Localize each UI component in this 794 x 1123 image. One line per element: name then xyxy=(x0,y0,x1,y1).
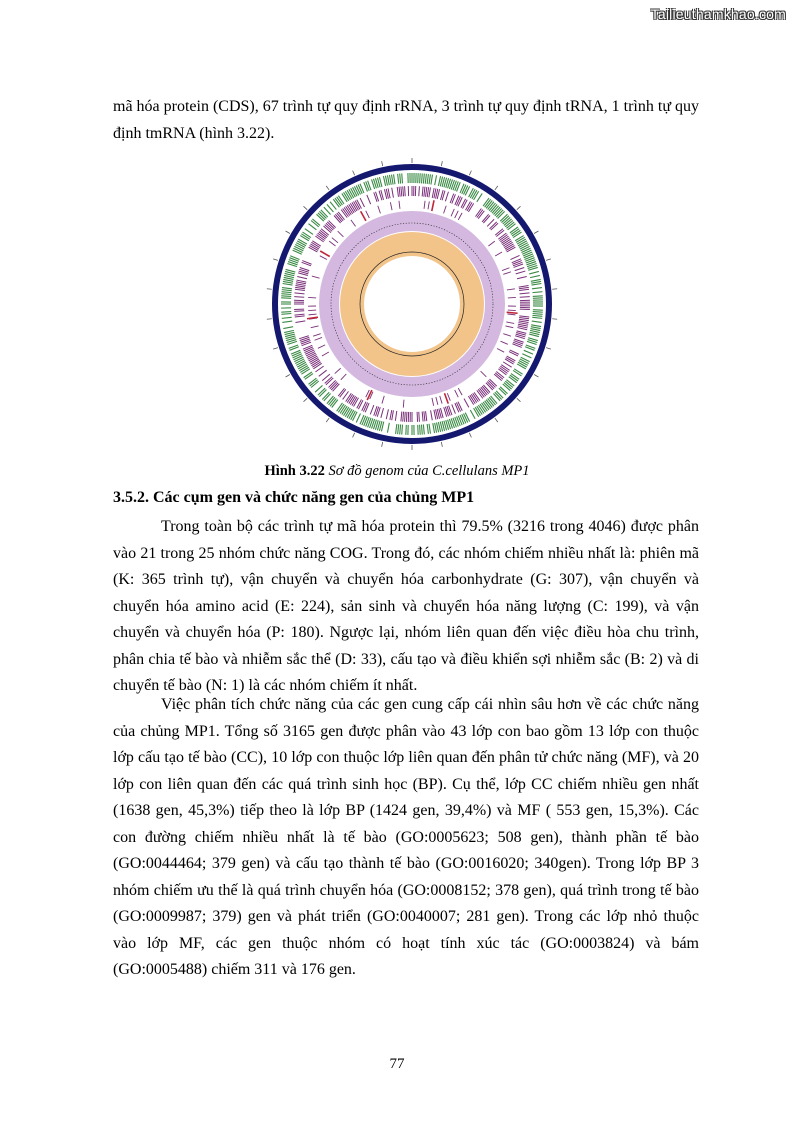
reverse-gene-mark xyxy=(403,412,404,422)
reverse-gene-mark xyxy=(296,284,306,286)
forward-gene-mark xyxy=(522,250,531,254)
reverse-gene-mark xyxy=(367,195,371,204)
scale-tick xyxy=(273,259,278,261)
body-paragraph-2: Việc phân tích chức năng của các gen cung cấp cái nhìn sâu hơn về các chức năng của chủng MP1. Tổng số 3165 gen được phân vào 43 lớp con bao gồm 13 lớp con thuộc lớp cấu tạo tế bào (CC), 10 lớp con thuộc lớp liên quan đến phân tử chức năng (MF), và 20 lớp con liên quan đến các quá trình sinh học (BP). Cụ thể, lớp CC chiếm nhiều gen nhất (1638 gen, 45,3%) tiếp theo là lớp BP (1424 gen, 39,4%) và MF ( 553 gen, 15,3%). Các con đường chiếm nhiều nhất là tế bào (GO:0005623; 508 gen), thành phần tế bào (GO:0044464; 379 gen) và cấu tạo thành tế bào (GO:0016020; 340gen). Trong lớp BP 3 nhóm chiếm ưu thế là quá trình chuyển hóa (GO:0008152; 378 gen), quá trình trong tế bào (GO:0009987; 379) gen và phát triển (GO:0040007; 281 gen). Trong các lớp nhỏ thuộc vào lớp MF, các gen thuộc nhóm có hoạt tính xúc tác (GO:0003824) và bám (GO:0005488) chiếm 311 và 176 gen. xyxy=(113,696,699,978)
inner-gene-mark xyxy=(440,396,442,404)
scale-tick xyxy=(326,418,329,422)
scale-tick xyxy=(495,418,498,422)
rna-mark xyxy=(507,312,518,313)
forward-gene-mark xyxy=(435,175,437,185)
forward-gene-mark xyxy=(435,423,437,433)
gc-content-ring xyxy=(352,244,472,364)
forward-gene-mark xyxy=(529,271,539,273)
inner-gene-mark xyxy=(315,337,322,340)
forward-gene-mark xyxy=(420,173,421,183)
scale-tick xyxy=(441,161,442,166)
scale-tick xyxy=(267,289,272,290)
scale-tick xyxy=(469,171,471,176)
forward-gene-mark xyxy=(464,185,468,194)
reverse-gene-mark xyxy=(294,311,304,312)
reverse-gene-mark xyxy=(427,187,428,197)
forward-gene-mark xyxy=(400,174,401,184)
forward-gene-mark xyxy=(282,290,292,291)
rna-mark xyxy=(320,251,330,257)
inner-gene-track xyxy=(308,201,516,408)
inner-gene-mark xyxy=(309,314,317,315)
inner-gene-mark xyxy=(507,314,515,315)
scale-tick xyxy=(546,348,551,350)
forward-gene-mark xyxy=(521,246,530,250)
inner-gene-mark xyxy=(428,201,429,209)
reverse-gene-mark xyxy=(295,289,305,290)
reverse-gene-mark xyxy=(424,187,425,197)
scale-tick xyxy=(552,289,557,290)
forward-gene-mark xyxy=(429,424,430,434)
scale-tick xyxy=(546,259,551,261)
forward-gene-mark xyxy=(531,279,541,281)
forward-gene-mark xyxy=(398,174,399,184)
scale-tick xyxy=(441,442,442,447)
forward-gene-mark xyxy=(462,414,466,423)
inner-gene-mark xyxy=(507,289,515,290)
intro-paragraph: mã hóa protein (CDS), 67 trình tự quy định rRNA, 3 trình tự quy định tRNA, 1 trình tự quy định tmRNA (hình 3.22). xyxy=(113,98,699,142)
reverse-gene-mark xyxy=(319,370,327,376)
reverse-gene-mark xyxy=(445,192,448,202)
reverse-gene-mark xyxy=(401,187,402,197)
inner-gene-mark xyxy=(390,202,392,210)
figure-caption xyxy=(0,463,794,480)
forward-gene-mark xyxy=(532,284,542,286)
reverse-gene-mark xyxy=(519,321,529,323)
inner-gene-mark xyxy=(432,398,434,406)
forward-gene-mark xyxy=(400,424,401,434)
forward-gene-mark xyxy=(477,193,482,201)
reverse-gene-mark xyxy=(431,410,433,420)
inner-gene-mark xyxy=(488,241,494,246)
inner-gene-mark xyxy=(424,201,425,209)
forward-gene-mark xyxy=(294,246,303,250)
reverse-gene-mark xyxy=(519,318,529,319)
inner-gene-mark xyxy=(506,322,514,323)
forward-gene-mark xyxy=(421,173,422,183)
scale-tick xyxy=(353,433,355,438)
scale-tick xyxy=(552,319,557,320)
forward-gene-mark xyxy=(283,279,293,281)
reverse-gene-mark xyxy=(520,293,530,294)
reverse-gene-mark xyxy=(450,194,454,203)
inner-gene-mark xyxy=(481,371,487,377)
reverse-gene-mark xyxy=(426,411,427,421)
reverse-gene-mark xyxy=(295,287,305,288)
forward-gene-mark xyxy=(421,425,422,435)
forward-gene-mark xyxy=(282,292,292,293)
forward-gene-mark xyxy=(521,248,530,252)
inner-gene-mark xyxy=(378,206,381,214)
forward-gene-mark xyxy=(396,424,397,434)
forward-gene-mark xyxy=(530,275,540,277)
reverse-gene-mark xyxy=(295,314,305,315)
reverse-gene-mark xyxy=(519,316,529,317)
outer-genome-ring xyxy=(275,167,549,441)
inner-gene-mark xyxy=(503,334,511,336)
reverse-gene-mark xyxy=(295,293,305,294)
reverse-gene-mark xyxy=(452,404,456,413)
scale-tick xyxy=(286,231,290,234)
reverse-gene-mark xyxy=(392,410,394,420)
scale-tick xyxy=(517,206,521,209)
forward-gene-mark xyxy=(293,250,302,254)
reverse-gene-mark xyxy=(517,276,527,278)
reverse-gene-mark xyxy=(405,186,406,196)
reverse-gene-mark xyxy=(401,412,402,422)
forward-gene-mark xyxy=(524,350,533,354)
watermark: Tailieuthamkhao.com xyxy=(650,6,786,22)
reverse-gene-mark xyxy=(518,323,528,325)
forward-gene-mark xyxy=(294,357,303,361)
inner-gene-mark xyxy=(458,388,462,395)
reverse-gene-mark xyxy=(519,286,529,288)
forward-gene-mark xyxy=(465,186,469,195)
reverse-gene-mark xyxy=(512,261,521,265)
forward-gene-mark xyxy=(358,185,362,194)
inner-gene-mark xyxy=(500,341,507,344)
reverse-gene-mark xyxy=(302,261,311,265)
forward-gene-mark xyxy=(423,174,424,184)
reverse-gene-mark xyxy=(464,399,469,408)
reverse-gene-mark xyxy=(419,186,420,196)
scale-tick xyxy=(304,398,308,401)
reverse-gene-mark xyxy=(520,297,530,298)
forward-gene-mark xyxy=(387,423,389,433)
reverse-gene-mark xyxy=(422,187,423,197)
reverse-gene-mark xyxy=(512,259,521,263)
forward-gene-mark xyxy=(282,321,292,322)
forward-gene-mark xyxy=(531,281,541,283)
scale-tick xyxy=(534,231,538,234)
forward-gene-mark xyxy=(354,186,358,195)
scale-tick xyxy=(353,171,355,176)
reverse-gene-mark xyxy=(516,271,526,274)
inner-gene-mark xyxy=(403,400,404,408)
reverse-gene-mark xyxy=(422,412,423,422)
scale-tick xyxy=(495,186,498,190)
inner-gene-mark xyxy=(503,272,511,274)
inner-gene-mark xyxy=(508,310,516,311)
scale-tick xyxy=(382,442,383,447)
forward-gene-mark xyxy=(460,184,464,193)
forward-gene-mark xyxy=(532,321,542,322)
reverse-gene-mark xyxy=(512,344,521,348)
reverse-gene-mark xyxy=(386,409,388,419)
inner-gene-mark xyxy=(332,238,338,243)
forward-gene-mark xyxy=(521,357,530,361)
reverse-gene-mark xyxy=(519,287,529,288)
forward-gene-mark xyxy=(392,175,394,185)
reverse-gene-mark xyxy=(424,411,425,421)
reverse-gene-mark xyxy=(426,187,427,197)
inner-gene-mark xyxy=(455,390,459,397)
scale-tick xyxy=(286,375,290,378)
rna-mark xyxy=(432,200,434,211)
forward-gene-mark xyxy=(293,248,302,252)
forward-gene-mark xyxy=(533,296,543,297)
scale-tick xyxy=(273,348,278,350)
forward-gene-mark xyxy=(402,173,403,183)
reverse-gene-mark xyxy=(519,289,529,290)
scale-tick xyxy=(326,186,329,190)
scale-tick xyxy=(469,433,471,438)
reverse-gene-mark xyxy=(429,187,431,197)
inner-gene-mark xyxy=(399,201,400,209)
forward-gene-mark xyxy=(398,424,399,434)
reverse-gene-mark xyxy=(295,321,305,323)
forward-gene-mark xyxy=(522,354,531,358)
forward-gene-mark xyxy=(532,317,542,318)
inner-gene-mark xyxy=(366,211,370,218)
scale-tick xyxy=(304,206,308,209)
reverse-gene-mark xyxy=(419,412,420,422)
forward-gene-mark xyxy=(533,313,543,314)
inner-gene-mark xyxy=(447,393,450,400)
reverse-gene-mark xyxy=(390,410,392,420)
inner-gene-mark xyxy=(436,397,438,405)
forward-gene-mark xyxy=(462,185,466,194)
forward-gene-mark xyxy=(423,424,424,434)
inner-gene-mark xyxy=(382,396,384,404)
inner-gene-mark xyxy=(311,326,319,328)
forward-gene-mark xyxy=(425,174,426,184)
forward-gene-mark xyxy=(533,312,543,313)
reverse-gene-mark xyxy=(381,408,384,418)
inner-gene-mark xyxy=(458,213,462,220)
forward-gene-mark xyxy=(532,315,542,316)
inner-gene-mark xyxy=(335,368,341,373)
inner-gene-mark xyxy=(502,268,509,271)
reverse-gene-mark xyxy=(297,276,307,278)
forward-gene-mark xyxy=(464,413,468,422)
reverse-gene-mark xyxy=(397,187,398,197)
reverse-gene-mark xyxy=(403,186,404,196)
page-number: 77 xyxy=(389,1056,405,1072)
body-paragraph-1: Trong toàn bộ các trình tự mã hóa protein thì 79.5% (3216 trong 4046) được phân vào 21 trong 25 nhóm chức năng COG. Trong đó, các nhóm chiếm nhiều nhất là: phiên mã (K: 365 trình tự), vận chuyển và chuyển hóa carbonhydrate (G: 307), vận chuyển và chuyển hóa amino acid (E: 224), sản sinh và chuyển hóa năng lượng (C: 199), và vận chuyển và chuyển hóa (P: 180). Ngược lại, nhóm liên quan đến việc điều hòa chu trình, phân chia tế bào và nhiễm sắc thể (D: 33), cấu tạo và điều khiển sợi nhiễm sắc (B: 2) và di chuyển tế bào (N: 1) là các nhóm chiếm ít nhất. xyxy=(113,518,699,694)
caption-text: Sơ đồ genom của C.cellulans MP1 xyxy=(328,463,530,479)
scale-tick xyxy=(267,319,272,320)
reverse-gene-mark xyxy=(395,411,396,421)
forward-gene-mark xyxy=(431,175,433,185)
inner-gene-mark xyxy=(444,206,447,214)
forward-gene-mark xyxy=(429,174,430,184)
reverse-gene-mark xyxy=(510,255,519,259)
forward-gene-mark xyxy=(282,288,292,289)
forward-gene-mark xyxy=(305,229,313,235)
forward-gene-mark xyxy=(281,313,291,314)
inner-gene-mark xyxy=(320,256,327,260)
inner-gene-mark xyxy=(451,209,454,216)
reverse-gene-mark xyxy=(302,262,311,266)
inner-gene-mark xyxy=(329,241,335,246)
reverse-gene-mark xyxy=(515,268,525,271)
forward-gene-mark xyxy=(356,185,360,194)
reverse-gene-mark xyxy=(392,188,394,198)
forward-gene-mark xyxy=(282,317,292,318)
forward-gene-mark xyxy=(387,175,389,185)
inner-gene-mark xyxy=(351,220,356,226)
reverse-gene-mark xyxy=(452,194,456,203)
forward-gene-mark xyxy=(531,325,541,327)
forward-gene-mark xyxy=(427,424,428,434)
forward-gene-mark xyxy=(465,413,469,422)
inner-gene-mark xyxy=(497,348,504,352)
forward-gene-mark xyxy=(283,327,293,329)
reverse-gene-mark xyxy=(295,286,305,288)
inner-gene-mark xyxy=(308,310,316,311)
forward-gene-mark xyxy=(293,354,302,358)
scale-tick xyxy=(534,375,538,378)
forward-gene-mark xyxy=(281,296,291,297)
section-heading: 3.5.2. Các cụm gen và chức năng gen của chủng MP1 xyxy=(113,489,475,506)
reverse-gene-mark xyxy=(294,297,304,298)
reverse-gene-mark xyxy=(295,316,305,317)
inner-gene-mark xyxy=(338,231,344,237)
forward-gene-mark xyxy=(283,281,293,283)
forward-gene-mark xyxy=(427,174,428,184)
forward-gene-mark xyxy=(531,327,541,329)
reverse-gene-mark xyxy=(370,405,374,414)
inner-gene-mark xyxy=(508,297,516,298)
forward-gene-mark xyxy=(532,292,542,293)
forward-gene-mark xyxy=(394,174,395,184)
reverse-gene-mark xyxy=(360,198,364,207)
inner-gene-mark xyxy=(341,374,346,380)
forward-gene-mark xyxy=(433,423,435,433)
reverse-gene-mark xyxy=(399,187,400,197)
scale-labels xyxy=(267,158,557,450)
inner-gene-mark xyxy=(308,297,316,298)
forward-gene-mark xyxy=(281,294,291,295)
inner-gene-mark xyxy=(505,326,513,328)
caption-label: Hình 3.22 xyxy=(264,463,325,479)
inner-gene-mark xyxy=(318,345,325,348)
inner-gene-mark xyxy=(495,252,502,256)
inner-gene-mark xyxy=(312,276,320,278)
circular-genome-map xyxy=(262,148,562,460)
rna-mark xyxy=(361,211,366,221)
scale-tick xyxy=(517,398,521,401)
inner-gene-mark xyxy=(455,211,459,218)
genome-map-figure xyxy=(262,148,562,460)
inner-gene-mark xyxy=(313,334,321,336)
reverse-gene-mark xyxy=(519,319,529,320)
forward-gene-mark xyxy=(470,410,475,419)
forward-gene-mark xyxy=(532,288,542,289)
forward-gene-mark xyxy=(293,356,302,360)
forward-gene-mark xyxy=(389,175,391,185)
forward-gene-mark xyxy=(281,312,291,313)
scale-tick xyxy=(382,161,383,166)
forward-gene-mark xyxy=(283,284,293,286)
forward-gene-mark xyxy=(420,425,421,435)
forward-gene-mark xyxy=(360,184,364,193)
forward-gene-mark xyxy=(356,413,360,422)
forward-gene-mark xyxy=(402,425,403,435)
inner-gene-mark xyxy=(322,352,329,356)
reverse-gene-mark xyxy=(405,412,406,422)
